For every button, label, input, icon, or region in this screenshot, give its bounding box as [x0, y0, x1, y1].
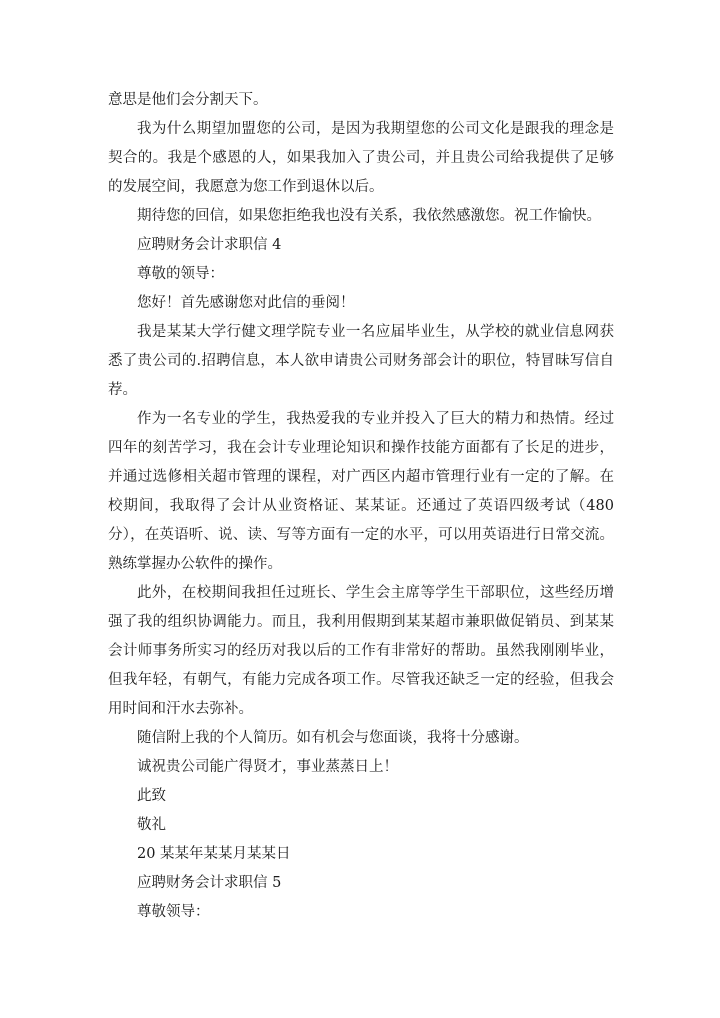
paragraph-education: 作为一名专业的学生，我热爱我的专业并投入了巨大的精力和热情。经过四年的刻苦学习，我在会计专业理论知识和操作技能方面都有了长足的进步，并通过选修相关超市管理的课程，对广西区内超市管理行业有一定的了解。在校期间，我取得了会计从业资格证、某某证。还通过了英语四级考试（480 分），在英语听、说、读、写等方面有一定的水平，可以用英语进行日常交流。熟练掌握办公软件的操作。 [108, 411, 614, 572]
letter-date: 20 某某年某某月某某日 [137, 846, 291, 862]
paragraph-experience: 此外，在校期间我担任过班长、学生会主席等学生干部职位，这些经历增强了我的组织协调能力。而且，我利用假期到某某超市兼职做促销员、到某某会计师事务所实习的经历对我以后的工作有非常好的帮助。虽然我刚刚毕业，但我年轻，有朝气，有能力完成各项工作。尽管我还缺乏一定的经验，但我会用时间和汗水去弥补。 [108, 585, 614, 717]
salutation: 尊敬的领导： [137, 266, 224, 282]
paragraph-closing-wish: 期待您的回信，如果您拒绝我也没有关系，我依然感激您。祝工作愉快。 [137, 208, 601, 224]
letter-heading-5: 应聘财务会计求职信 5 [137, 875, 282, 891]
paragraph-wishes: 诚祝贵公司能广得贤才，事业蒸蒸日上！ [137, 759, 398, 775]
greeting: 您好！首先感谢您对此信的垂阅！ [137, 295, 355, 311]
paragraph-attachment: 随信附上我的个人简历。如有机会与您面谈，我将十分感谢。 [137, 730, 529, 746]
paragraph-introduction: 我是某某大学行健文理学院专业一名应届毕业生，从学校的就业信息网获悉了贵公司的.招聘信息，本人欲申请贵公司财务部会计的职位，特冒昧写信自荐。 [108, 324, 614, 398]
document-body [108, 86, 614, 927]
salutation-5: 尊敬领导： [137, 904, 210, 920]
paragraph-continuation: 意思是他们会分割天下。 [108, 92, 268, 108]
letter-heading-4: 应聘财务会计求职信 4 [137, 237, 282, 253]
closing-jingli: 敬礼 [137, 817, 166, 833]
closing-cizhi: 此致 [137, 788, 166, 804]
paragraph-reason: 我为什么期望加盟您的公司，是因为我期望您的公司文化是跟我的理念是契合的。我是个感恩的人，如果我加入了贵公司，并且贵公司给我提供了足够的发展空间，我愿意为您工作到退休以后。 [108, 121, 614, 195]
